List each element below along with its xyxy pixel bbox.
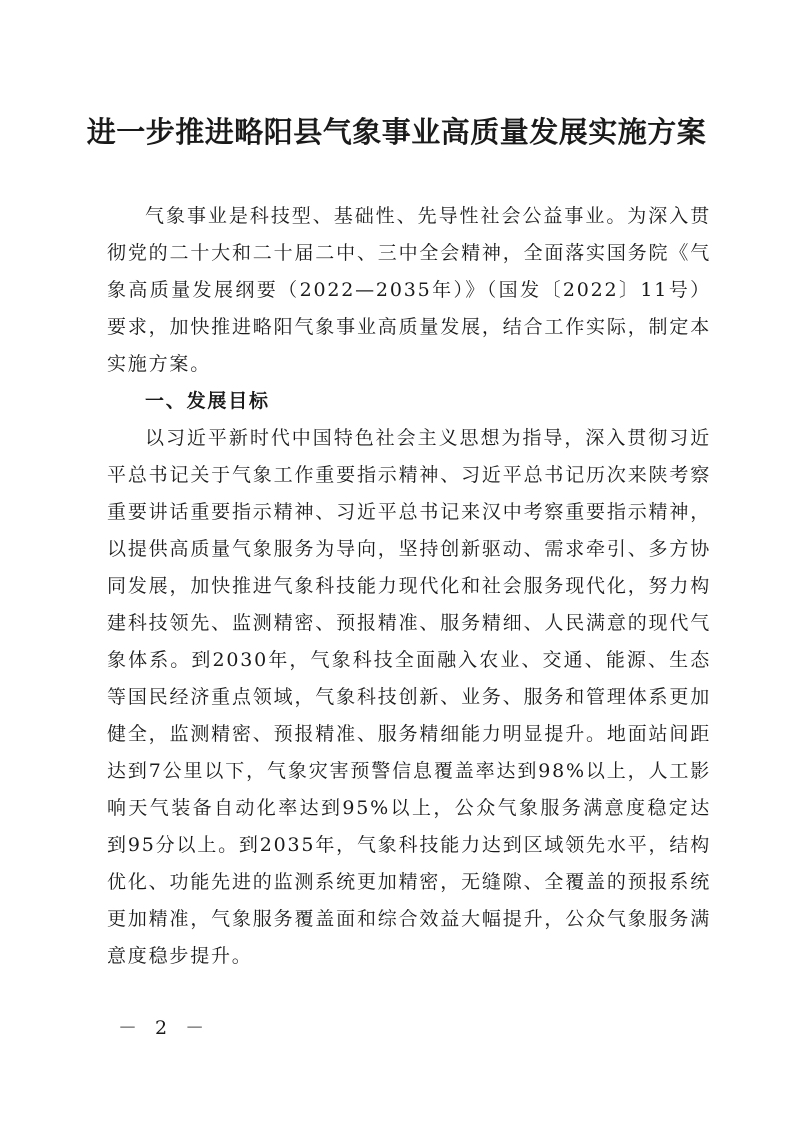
document-title: 进一步推进略阳县气象事业高质量发展实施方案 [86, 115, 707, 149]
page-number: － 2 － [118, 1017, 211, 1039]
document-body [107, 198, 711, 975]
intro-paragraph: 气象事业是科技型、基础性、先导性社会公益事业。为深入贯彻党的二十大和二十届二中、三中全会精神，全面落实国务院《气象高质量发展纲要（2022—2035年）》（国发〔2022〕11号）要求，加快推进略阳气象事业高质量发展，结合工作实际，制定本实施方案。 [107, 205, 711, 375]
section-paragraph: 以习近平新时代中国特色社会主义思想为指导，深入贯彻习近平总书记关于气象工作重要指示精神、习近平总书记历次来陕考察重要讲话重要指示精神、习近平总书记来汉中考察重要指示精神，以提供高质量气象服务为导向，坚持创新驱动、需求牵引、多方协同发展，加快推进气象科技能力现代化和社会服务现代化，努力构建科技领先、监测精密、预报精准、服务精细、人民满意的现代气象体系。到2030年，气象科技全面融入农业、交通、能源、生态等国民经济重点领域，气象科技创新、业务、服务和管理体系更加健全，监测精密、预报精准、服务精细能力明显提升。地面站间距达到7公里以下，气象灾害预警信息覆盖率达到98%以上，人工影响天气装备自动化率达到95%以上，公众气象服务满意度稳定达到95分以上。到2035年，气象科技能力达到区域领先水平，结构优化、功能先进的监测系统更加精密，无缝隙、全覆盖的预报系统更加精准，气象服务覆盖面和综合效益大幅提升，公众气象服务满意度稳步提升。 [107, 427, 711, 967]
section-heading: 一、发展目标 [145, 390, 270, 412]
